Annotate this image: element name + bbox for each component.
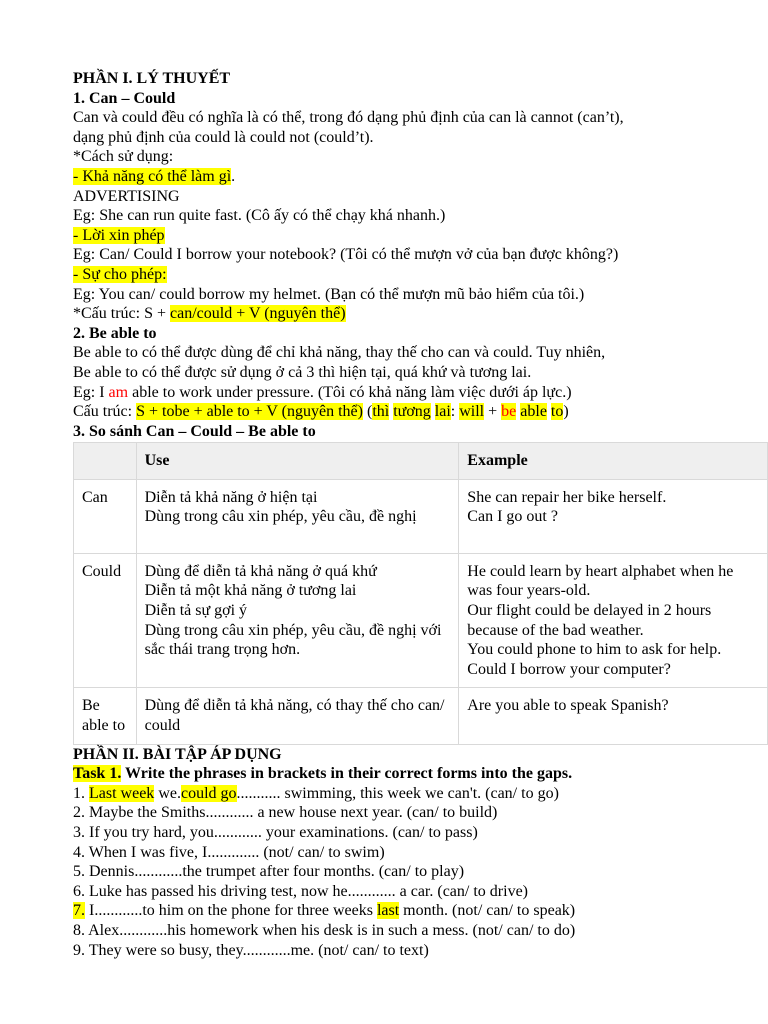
- exercise-item-4: 4. When I was five, I............. (not/ can/ to swim): [73, 843, 385, 861]
- usage-ability: - Khả năng có thể làm gì.: [73, 167, 236, 185]
- table-header-empty: [74, 443, 137, 480]
- structure-can-could: *Cấu trúc: S + can/could + V (nguyên thể): [73, 305, 346, 323]
- document-page: [73, 69, 768, 960]
- usage-request: - Lời xin phép: [73, 226, 165, 244]
- section2-intro-line2: Be able to có thể được sử dụng ở cả 3 thì hiện tại, quá khứ và tương lai.: [73, 363, 532, 381]
- section1-heading: 1. Can – Could: [73, 89, 176, 107]
- example-be-able: Eg: I am able to work under pressure. (Tôi có khả năng làm việc dưới áp lực.): [73, 383, 572, 401]
- exercise-item-8: 8. Alex............his homework when his desk is in such a mess. (not/ can/ to do): [73, 921, 576, 939]
- comparison-table: [73, 442, 768, 744]
- table-row: [74, 479, 768, 553]
- table-header-example: Example: [459, 443, 768, 480]
- table-header-row: [74, 443, 768, 480]
- row-label-be-able: Be able to: [74, 688, 137, 744]
- section1-intro-line2: dạng phủ định của could là could not (could’t).: [73, 128, 374, 146]
- row-use-be-able: Dùng để diễn tả khả năng, có thay thế cho can/ could: [136, 688, 459, 744]
- row-use-could: Dùng để diễn tả khả năng ở quá khứ Diễn tả một khả năng ở tương lai Diễn tả sự gợi ý Dùng trong câu xin phép, yêu cầu, đề nghị với sắc thái trang trọng hơn.: [136, 553, 459, 688]
- exercise-item-2: 2. Maybe the Smiths............ a new house next year. (can/ to build): [73, 804, 498, 822]
- table-header-use: Use: [136, 443, 459, 480]
- row-use-can: Diễn tả khả năng ở hiện tại Dùng trong câu xin phép, yêu cầu, đề nghị: [136, 479, 459, 553]
- section1-intro-line1: Can và could đều có nghĩa là có thể, trong đó dạng phủ định của can là cannot (can’t),: [73, 109, 624, 127]
- exercise-item-9: 9. They were so busy, they............me. (not/ can/ to text): [73, 941, 429, 959]
- section2-heading: 2. Be able to: [73, 324, 157, 342]
- part1-title: PHẦN I. LÝ THUYẾT: [73, 70, 231, 87]
- example-permission: Eg: You can/ could borrow my helmet. (Bạn có thể mượn mũ bảo hiểm của tôi.): [73, 285, 585, 303]
- row-label-could: Could: [74, 553, 137, 688]
- exercise-item-7: 7. I............to him on the phone for three weeks last month. (not/ can/ to speak): [73, 902, 576, 920]
- task1-heading: Task 1. Write the phrases in brackets in their correct forms into the gaps.: [73, 765, 573, 783]
- section2-intro-line1: Be able to có thể được dùng để chỉ khả năng, thay thế cho can và could. Tuy nhiên,: [73, 344, 606, 362]
- row-example-can: She can repair her bike herself. Can I go out ?: [459, 479, 768, 553]
- part2-title: PHẦN II. BÀI TẬP ÁP DỤNG: [73, 745, 282, 763]
- row-example-could: He could learn by heart alphabet when he was four years-old. Our flight could be delayed in 2 hours because of the bad weather. You could phone to him to ask for help. Could I borrow your computer?: [459, 553, 768, 688]
- table-row: [74, 553, 768, 688]
- section3-heading: 3. So sánh Can – Could – Be able to: [73, 422, 316, 440]
- exercise-item-3: 3. If you try hard, you............ your examinations. (can/ to pass): [73, 824, 478, 841]
- advertising-label: ADVERTISING: [73, 187, 180, 205]
- structure-be-able: Cấu trúc: S + tobe + able to + V (nguyên thể) (thì tương lai: will + be able to): [73, 403, 569, 421]
- row-label-can: Can: [74, 479, 137, 553]
- exercise-item-6: 6. Luke has passed his driving test, now he............ a car. (can/ to drive): [73, 882, 528, 900]
- example-ability: Eg: She can run quite fast. (Cô ấy có thể chạy khá nhanh.): [73, 207, 446, 225]
- table-row: [74, 688, 768, 744]
- exercise-item-5: 5. Dennis............the trumpet after four months. (can/ to play): [73, 863, 465, 881]
- example-request: Eg: Can/ Could I borrow your notebook? (Tôi có thể mượn vở của bạn được không?): [73, 246, 619, 264]
- usage-label: *Cách sử dụng:: [73, 148, 174, 166]
- exercise-item-1: 1. Last week we.could go........... swimming, this week we can't. (can/ to go): [73, 784, 559, 802]
- row-example-be-able: Are you able to speak Spanish?: [459, 688, 768, 744]
- usage-permission: - Sự cho phép:: [73, 265, 167, 283]
